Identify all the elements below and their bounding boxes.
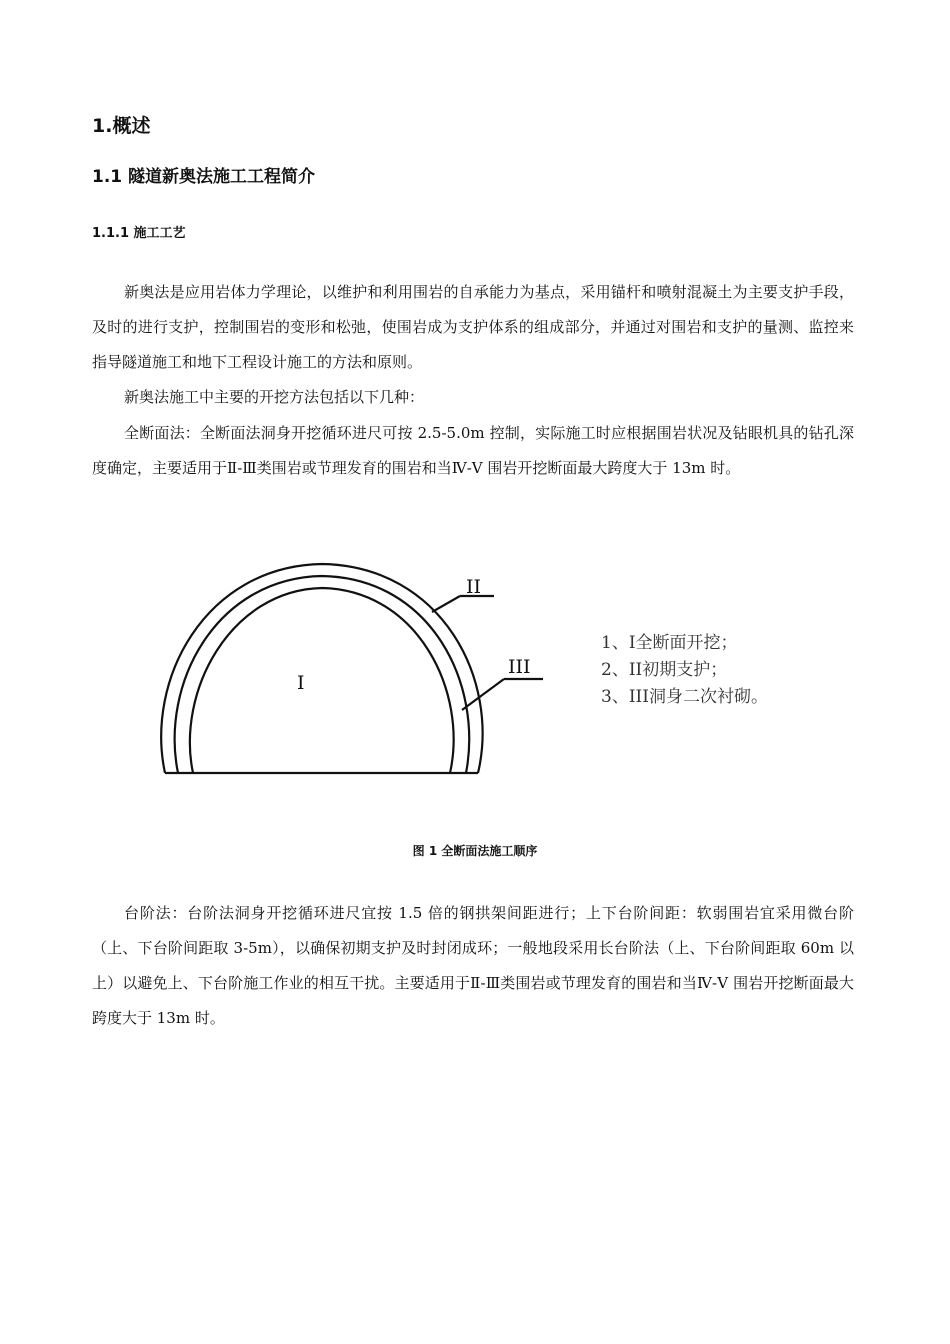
region-iii-label: III (508, 656, 531, 678)
leader-line-ii (432, 596, 460, 612)
section-heading-1: 1.概述 (92, 115, 151, 137)
region-ii-label: II (466, 576, 482, 598)
legend-item: 1、I全断面开挖； (601, 633, 738, 653)
figure-caption: 图 1 全断面法施工顺序 (412, 844, 538, 858)
middle-arch-line (175, 576, 470, 773)
paragraph-methods-intro: 新奥法施工中主要的开挖方法包括以下几种： (124, 388, 425, 406)
outer-arch-line (161, 564, 482, 773)
paragraph-full-section: 全断面法：全断面法洞身开挖循环进尺可按 2.5-5.0m 控制，实际施工时应根据围岩状况及钻眼机具的钻孔深度确定，主要适用于Ⅱ-Ⅲ类围岩或节理发育的围岩和当Ⅳ-Ⅴ 围岩开挖断面最大跨度大于 13m 时。 (92, 424, 854, 477)
inner-arch-line (190, 588, 454, 773)
legend-item: 3、III洞身二次衬砌。 (601, 687, 768, 707)
figure-legend (601, 630, 768, 711)
paragraph-bench: 台阶法：台阶法洞身开挖循环进尺宜按 1.5 倍的钢拱架间距进行；上下台阶间距：软弱围岩宜采用微台阶（上、下台阶间距取 3-5m），以确保初期支护及时封闭成环；一般地段采用长台阶法（上、下台阶间距取 60m 以上）以避免上、下台阶施工作业的相互干扰。主要适用于Ⅱ-Ⅲ类围岩或节理发育的围岩和当Ⅳ-Ⅴ 围岩开挖断面最大跨度大于 13m 时。 (92, 904, 854, 1027)
section-heading-1-1-1: 1.1.1 施工工艺 (92, 226, 186, 241)
leader-line-iii (462, 679, 504, 710)
section-heading-1-1: 1.1 隧道新奥法施工工程简介 (92, 167, 316, 187)
legend-item: 2、II初期支护； (601, 660, 728, 680)
region-i-label: I (297, 672, 305, 694)
paragraph-intro: 新奥法是应用岩体力学理论，以维护和利用围岩的自承能力为基点，采用锚杆和喷射混凝土为主要支护手段，及时的进行支护，控制围岩的变形和松弛，使围岩成为支护体系的组成部分，并通过对围岩和支护的量测、监控来指导隧道施工和地下工程设计施工的方法和原则。 (92, 283, 854, 371)
